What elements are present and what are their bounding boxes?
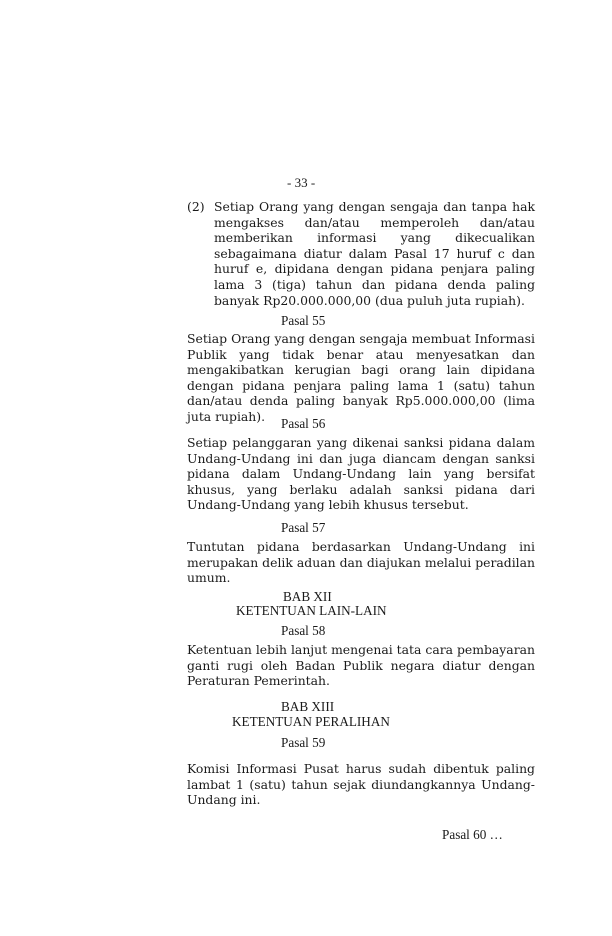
pasal-55-text: Setiap Orang yang dengan sengaja membuat Informasi Publik yang tidak benar atau menyesatkan dan mengakibatkan kerugian bagi orang lain dipidana dengan pidana penjara paling lama 1 (satu) tahun dan/atau denda paling banyak Rp5.000.000,00 (lima juta rupiah). <box>187 331 535 424</box>
bab-12-title: KETENTUAN LAIN-LAIN <box>236 603 387 618</box>
catchword: Pasal 60 … <box>442 827 503 842</box>
pasal-56-text: Setiap pelanggaran yang dikenai sanksi pidana dalam Undang-Undang ini dan juga diancam dengan sanksi pidana dalam Undang-Undang lain yang bersifat khusus, yang berlaku adalah sanksi pidana dari Undang-Undang yang lebih khusus tersebut. <box>187 435 535 513</box>
pasal-55-heading: Pasal 55 <box>281 313 326 328</box>
pasal-57-text: Tuntutan pidana berdasarkan Undang-Undang ini merupakan delik aduan dan diajukan melalui peradilan umum. <box>187 539 535 586</box>
pasal-57-heading: Pasal 57 <box>281 520 326 535</box>
pasal-59-heading: Pasal 59 <box>281 735 326 750</box>
article-54-item-2 <box>187 199 535 308</box>
pasal-59-text: Komisi Informasi Pusat harus sudah dibentuk paling lambat 1 (satu) tahun sejak diundangkannya Undang-Undang ini. <box>187 761 535 808</box>
page-number: - 33 - <box>287 175 316 190</box>
pasal-58-heading: Pasal 58 <box>281 623 326 638</box>
bab-12-label: BAB XII <box>283 589 332 604</box>
bab-13-title: KETENTUAN PERALIHAN <box>232 714 390 729</box>
pasal-58-text: Ketentuan lebih lanjut mengenai tata cara pembayaran ganti rugi oleh Badan Publik negara diatur dengan Peraturan Pemerintah. <box>187 642 535 689</box>
pasal-56-heading: Pasal 56 <box>281 416 326 431</box>
item-number: (2) <box>187 199 205 214</box>
item-text: Setiap Orang yang dengan sengaja dan tanpa hak mengakses dan/atau memperoleh dan/atau memberikan informasi yang dikecualikan sebagaimana diatur dalam Pasal 17 huruf c dan huruf e, dipidana dengan pidana penjara paling lama 3 (tiga) tahun dan pidana denda paling banyak Rp20.000.000,00 (dua puluh juta rupiah). <box>214 199 535 308</box>
bab-13-label: BAB XIII <box>281 699 335 714</box>
